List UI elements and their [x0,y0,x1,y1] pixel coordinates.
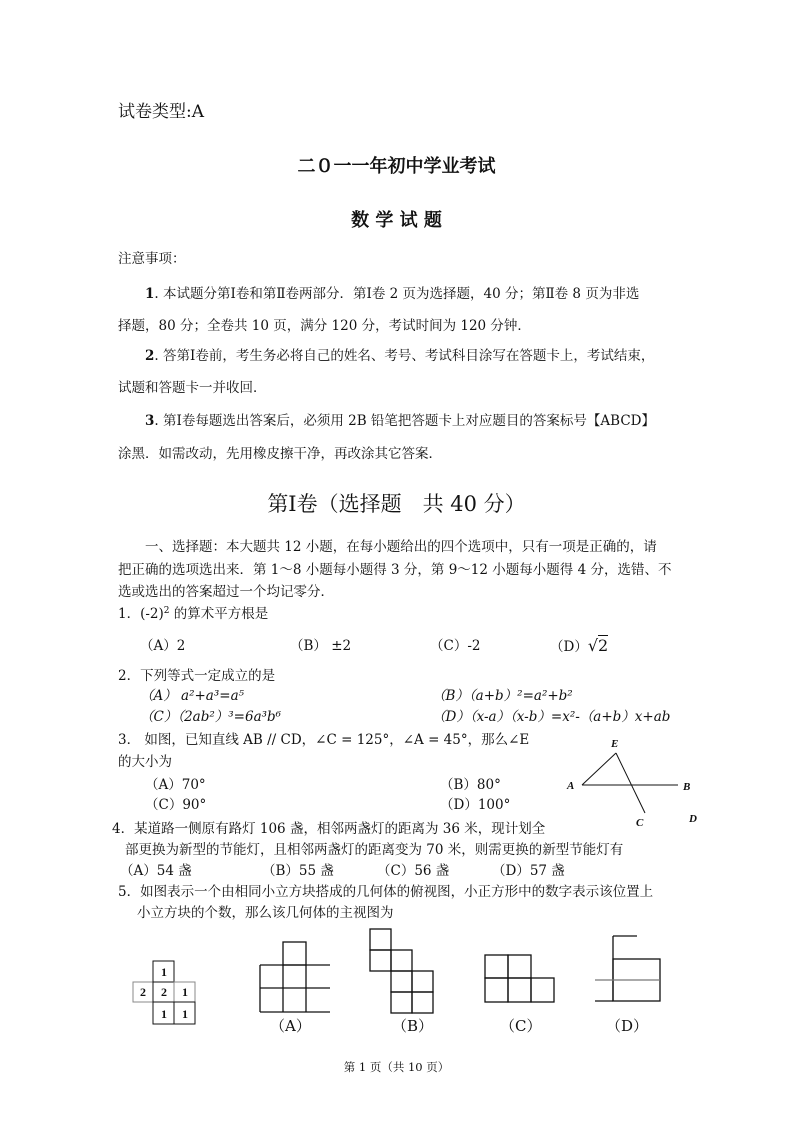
top-view-number: 2 [140,985,146,999]
q4-option-c: （C）56 盏 [377,863,450,879]
q2-option-b: （B）（a+b）²=a²+b² [432,688,573,704]
q4-option-d: （D）57 盏 [492,863,565,879]
q3-option-d: （D）100° [440,797,511,813]
q2-option-d: （D）（x-a）（x-b）=x²-（a+b）x+ab [432,709,671,725]
q4-option-a: （A）54 盏 [120,863,192,879]
section-intro-line2: 把正确的选项选出来．第 1～8 小题每小题得 3 分，第 9～12 小题每小题得 4 分，选错、不 [118,562,672,578]
q5-option-a-figure [260,942,330,1012]
q2-stem: 2．下列等式一定成立的是 [118,668,276,684]
q1-option-c: （C）-2 [430,638,481,654]
q3-option-b: （B）80° [440,777,501,793]
subject-title: 数 学 试 题 [351,210,442,231]
line-ae [582,753,616,785]
label-d: D [689,813,697,825]
q3-stem: 3． 如图，已知直线 AB // CD，∠C = 125°，∠A = 45°，那么∠E [118,732,530,748]
q5-option-c-figure [485,955,554,1002]
q4-stem: 4．某道路一侧原有路灯 106 盏，相邻两盏灯的距离为 36 米，现计划全 [112,821,546,837]
label-a: A [567,780,575,792]
section-intro-line3: 选或选出的答案超过一个均记零分． [118,584,334,600]
q3-stem-2: 的大小为 [118,754,172,770]
q2-option-a: （A） a²+a³=a⁵ [140,688,245,704]
label-c: C [636,817,644,829]
note-2-line2: 试题和答题卡一并收回． [118,380,267,396]
q5-option-a: （A） [270,1017,311,1035]
page-footer: 第 1 页（共 10 页） [343,1060,450,1074]
q5-option-b: （B） [392,1017,434,1035]
notes-heading: 注意事项： [118,251,186,267]
q1-stem: 1．$(-2)^2$ 的算术平方根是 [118,606,269,622]
top-view-number: 1 [161,965,167,979]
q4-stem-2: 部更换为新型的节能灯，且相邻两盏灯的距离变为 70 米，则需更换的新型节能灯有 [125,842,624,858]
q5-option-b-figure [370,929,433,1013]
top-view-number: 1 [182,1007,188,1021]
q5-stem-2: 小立方块的个数，那么该几何体的主视图为 [137,905,394,921]
q1-option-d: （D）√2 [550,636,609,655]
line-ec [616,753,645,813]
q5-option-d: （D） [606,1017,649,1035]
q5-stem: 5．如图表示一个由相同小立方块搭成的几何体的俯视图，小正方形中的数字表示该位置上 [118,884,654,900]
q5-option-d-figure [595,936,660,1001]
section-intro-line1: 一、选择题：本大题共 12 小题，在每小题给出的四个选项中，只有一项是正确的，请 [145,539,657,555]
top-view-number: 1 [182,985,188,999]
section-title: 第Ⅰ卷（选择题 共 40 分） [267,492,526,516]
q5-option-c: （C） [500,1017,542,1035]
q3-option-c: （C）90° [145,797,207,813]
q4-option-b: （B）55 盏 [262,863,334,879]
note-2-line1: 2. 答第Ⅰ卷前，考生务必将自己的姓名、考号、考试科目涂写在答题卡上，考试结束， [145,348,655,364]
q1-option-a: （A）2 [140,638,186,654]
q2-option-c: （C）（2ab²）³=6a³b⁶ [140,709,282,725]
top-view-number: 2 [161,985,167,999]
exam-title: 二０一一年初中学业考试 [297,156,496,177]
note-3-line2: 涂黑．如需改动，先用橡皮擦干净，再改涂其它答案． [118,446,442,462]
q3-option-a: （A）70° [145,777,206,793]
note-1-line2: 择题，80 分；全卷共 10 页，满分 120 分，考试时间为 120 分钟． [118,318,531,334]
label-e: E [611,738,619,750]
q1-option-b: （B） ±2 [290,638,352,654]
label-b: B [683,781,691,793]
note-1-line1: 1. 本试题分第Ⅰ卷和第Ⅱ卷两部分．第Ⅰ卷 2 页为选择题，40 分；第Ⅱ卷 8 页为非选 [145,286,640,302]
note-3-line1: 3. 第Ⅰ卷每题选出答案后，必须用 2B 铅笔把答题卡上对应题目的答案标号【ABCD】 [145,413,655,429]
paper-type: 试卷类型:A [118,102,205,122]
q3-figure [582,753,678,813]
top-view-number: 1 [161,1007,167,1021]
